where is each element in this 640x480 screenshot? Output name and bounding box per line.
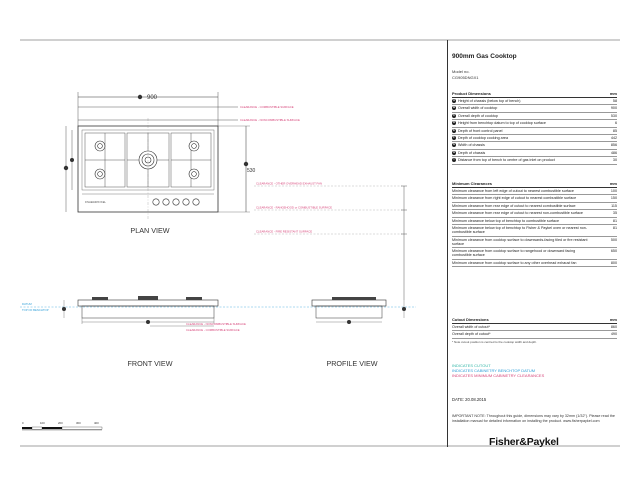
row-value: 856 (610, 143, 617, 148)
row-label: Minimum clearance from cooktop surface to downwards-facing tiled or fire resistant surface (452, 237, 588, 246)
dim-marker-a (62, 307, 66, 311)
row-label-wrap (452, 151, 485, 155)
cutout-dimensions-unit: mm (609, 317, 617, 322)
legend-cutout: INDICATES CUTOUT (452, 363, 491, 368)
row-label: Minimum clearance from rear edge of cutout to nearest non-combustible surface (452, 211, 583, 216)
row-value: 486 (610, 150, 617, 155)
row-value: 442 (610, 136, 617, 141)
row-label: Overall depth of cutout* (452, 332, 491, 337)
row-label-wrap (452, 158, 555, 162)
model-number: CG905DNGX1 (452, 75, 479, 80)
cutout-dimensions-header (452, 317, 617, 324)
row-label: Depth of cooktop cooking area (458, 136, 509, 141)
row-label-wrap (452, 136, 508, 140)
row-value: 85 (612, 128, 617, 133)
table-row (452, 135, 617, 142)
row-label-wrap (452, 204, 576, 208)
table-row (452, 120, 617, 127)
profile-cooktop-body (312, 300, 386, 306)
dimension-key-badge: E (453, 128, 455, 132)
legend (452, 363, 544, 378)
legend-datum: INDICATES CABINETRY BENCHTOP DATUM (452, 368, 536, 373)
cutout-dimensions-table (452, 317, 617, 344)
product-title: 900mm Gas Cooktop (452, 53, 517, 60)
profile-view (312, 297, 406, 368)
table-row (452, 210, 617, 217)
profile-view-label: PROFILE VIEW (326, 359, 378, 368)
scale-tick-1: 100 (40, 421, 45, 425)
datum-label: DATUM (22, 302, 32, 306)
dimension-key-badge: A (453, 99, 455, 103)
table-row (452, 105, 617, 112)
dimension-key-badge: F (453, 136, 455, 140)
row-label: Overall depth of cooktop (458, 113, 498, 118)
row-value: 30 (612, 158, 617, 163)
row-label-wrap (452, 226, 592, 234)
right-clearance-1: CLEARANCE - RANGEHOOD or COMBUSTIBLE SURFACE (256, 205, 332, 210)
row-value: 100 (610, 189, 617, 194)
table-row (452, 195, 617, 202)
plan-view-label: PLAN VIEW (130, 226, 170, 235)
table-row (452, 331, 617, 338)
table-row (452, 188, 617, 195)
row-label-wrap (452, 261, 576, 265)
profile-pan-support (332, 297, 376, 300)
control-knobs (153, 199, 199, 205)
model-label: Model no. (452, 69, 470, 74)
row-value: 58 (612, 99, 617, 104)
scale-bar (22, 421, 102, 430)
row-label: Minimum clearance below top of benchtop to combustible surface (452, 218, 559, 223)
dim-marker-g (146, 320, 150, 324)
dim-marker-b (138, 95, 142, 99)
row-label: Height of chassis (below top of bench) (458, 99, 521, 104)
cutout-note: * Note cutout position is centred to the cooktop width and depth. (452, 339, 537, 344)
spec-panel (447, 0, 640, 480)
row-label-wrap (452, 99, 521, 103)
scale-tick-3: 300 (76, 421, 81, 425)
important-note: IMPORTANT NOTE: Throughout this guide, dimensions may vary by 32mm (1/32"). Please read the installation manual for detailed information on installing the product. www.fisherpaykel.com (452, 414, 615, 423)
dimension-key-badge: G (452, 143, 456, 147)
legend-clearances: INDICATES MINIMUM CABINETRY CLEARANCES (452, 373, 545, 378)
dim-marker-d (402, 307, 406, 311)
table-row (452, 128, 617, 135)
row-label: Depth of chassis (458, 150, 486, 155)
row-label: Minimum clearance below top of benchtop to Fisher & Paykel oven or nearest non-combustible surface (452, 226, 588, 235)
front-chassis (82, 306, 214, 318)
row-value: 800 (610, 260, 617, 265)
row-label: Minimum clearance from left edge of cutout to nearest combustible surface (452, 189, 574, 194)
row-label-wrap (452, 249, 592, 257)
brand-mark: FISHER&PAYKEL (85, 201, 106, 204)
dimension-key-badge: B (453, 106, 455, 110)
front-pan-supports (92, 296, 202, 300)
dimension-key-badge: D (453, 121, 455, 125)
minimum-clearances-unit: mm (609, 181, 617, 186)
profile-chassis (316, 306, 382, 318)
benchtop-label: TOP OF BENCHTOP (22, 308, 49, 312)
dimension-key-badge: H (453, 150, 455, 154)
row-value: 150 (610, 196, 617, 201)
product-dimensions-table (452, 91, 617, 165)
table-row (452, 324, 617, 331)
right-clearance-2: CLEARANCE - FIRE RESISTANT SURFACE (256, 229, 313, 234)
front-clearance-0: CLEARANCE - NONCOMBUSTIBLE SURFACE (186, 322, 246, 326)
front-view-label: FRONT VIEW (127, 359, 173, 368)
product-dimensions-title: Product Dimensions (452, 91, 491, 96)
product-dimensions-header (452, 91, 617, 98)
minimum-clearances-title: Minimum Clearances (452, 181, 493, 186)
row-value: 81 (612, 226, 617, 231)
table-row (452, 98, 617, 105)
cutout-dimensions-title: Cutout Dimensions (452, 317, 489, 322)
row-value: 490 (610, 332, 617, 337)
row-label: Minimum clearance from cooktop surface to rangehood or downward facing combustible surface (452, 249, 576, 258)
row-label-wrap (452, 219, 559, 223)
row-value: 860 (610, 325, 617, 330)
minimum-clearances-header (452, 181, 617, 188)
row-value: 500 (610, 237, 617, 242)
brand-logo: Fisher&Paykel (489, 436, 559, 448)
table-row (452, 237, 617, 249)
plan-clearance-0: CLEARANCE - COMBUSTIBLE SURFACE (240, 105, 294, 109)
vertical-clearances (254, 182, 407, 301)
row-label-wrap (452, 196, 576, 200)
front-view (20, 296, 416, 368)
drawing-date: DATE: 20.08.2015 (452, 397, 487, 402)
row-value: 530 (610, 113, 617, 118)
row-value: 900 (610, 106, 617, 111)
row-label-wrap (452, 189, 574, 193)
scale-tick-2: 200 (58, 421, 63, 425)
table-row (452, 113, 617, 120)
dim-530-label: 530 (247, 168, 256, 174)
right-clearance-0: CLEARANCE - OTHER OVERHEAD EXHAUST FAN (256, 181, 322, 186)
row-label-wrap (452, 143, 485, 147)
dimension-key-badge: C (453, 113, 455, 117)
minimum-clearances-table (452, 181, 617, 267)
row-label: Overall width of cutout* (452, 325, 490, 330)
row-value: 81 (612, 218, 617, 223)
dim-marker-h (244, 162, 248, 166)
scale-tick-4: 400 (94, 421, 99, 425)
row-label: Minimum clearance from rear edge of cutout to nearest combustible surface (452, 203, 576, 208)
row-label: Minimum clearance from cooktop surface to any other overhead exhaust fan (452, 260, 577, 265)
row-value: 650 (610, 249, 617, 254)
row-value: 35 (612, 211, 617, 216)
row-label-wrap (452, 325, 490, 329)
row-label: Height from benchtop datum to top of cooktop surface (458, 121, 546, 126)
plan-view (64, 92, 300, 235)
product-dimensions-unit: mm (609, 91, 617, 96)
row-label: Distance from top of bench to centre of gas inlet on product (458, 158, 555, 163)
dim-marker-c (64, 166, 68, 170)
dim-marker-profile (347, 320, 351, 324)
row-label-wrap (452, 114, 498, 118)
table-row (452, 225, 617, 237)
front-clearance-1: CLEARANCE - COMBUSTIBLE SURFACE (186, 328, 240, 332)
table-row (452, 157, 617, 164)
table-row (452, 150, 617, 157)
table-row (452, 218, 617, 225)
table-row (452, 203, 617, 210)
table-row (452, 260, 617, 267)
row-value: 115 (611, 203, 617, 208)
row-label: Overall width of cooktop (458, 106, 498, 111)
row-label-wrap (452, 238, 592, 246)
row-label: Depth of front control panel (458, 128, 503, 133)
dimension-key-badge: I (453, 158, 455, 162)
dim-900-label: 900 (147, 95, 158, 101)
table-row (452, 248, 617, 260)
row-label-wrap (452, 211, 583, 215)
scale-tick-0: 0 (22, 421, 24, 425)
row-label-wrap (452, 332, 491, 336)
row-value: 6 (614, 121, 617, 126)
table-row (452, 142, 617, 149)
row-label: Minimum clearance from right edge of cutout to nearest combustible surface (452, 196, 577, 201)
row-label: Width of chassis (458, 143, 485, 148)
plan-clearance-1: CLEARANCE - NONCOMBUSTIBLE SURFACE (240, 118, 300, 122)
dim-marker-f (70, 158, 74, 162)
row-label-wrap (452, 129, 502, 133)
front-cooktop-body (78, 300, 218, 306)
row-label-wrap (452, 106, 497, 110)
row-label-wrap (452, 121, 546, 125)
